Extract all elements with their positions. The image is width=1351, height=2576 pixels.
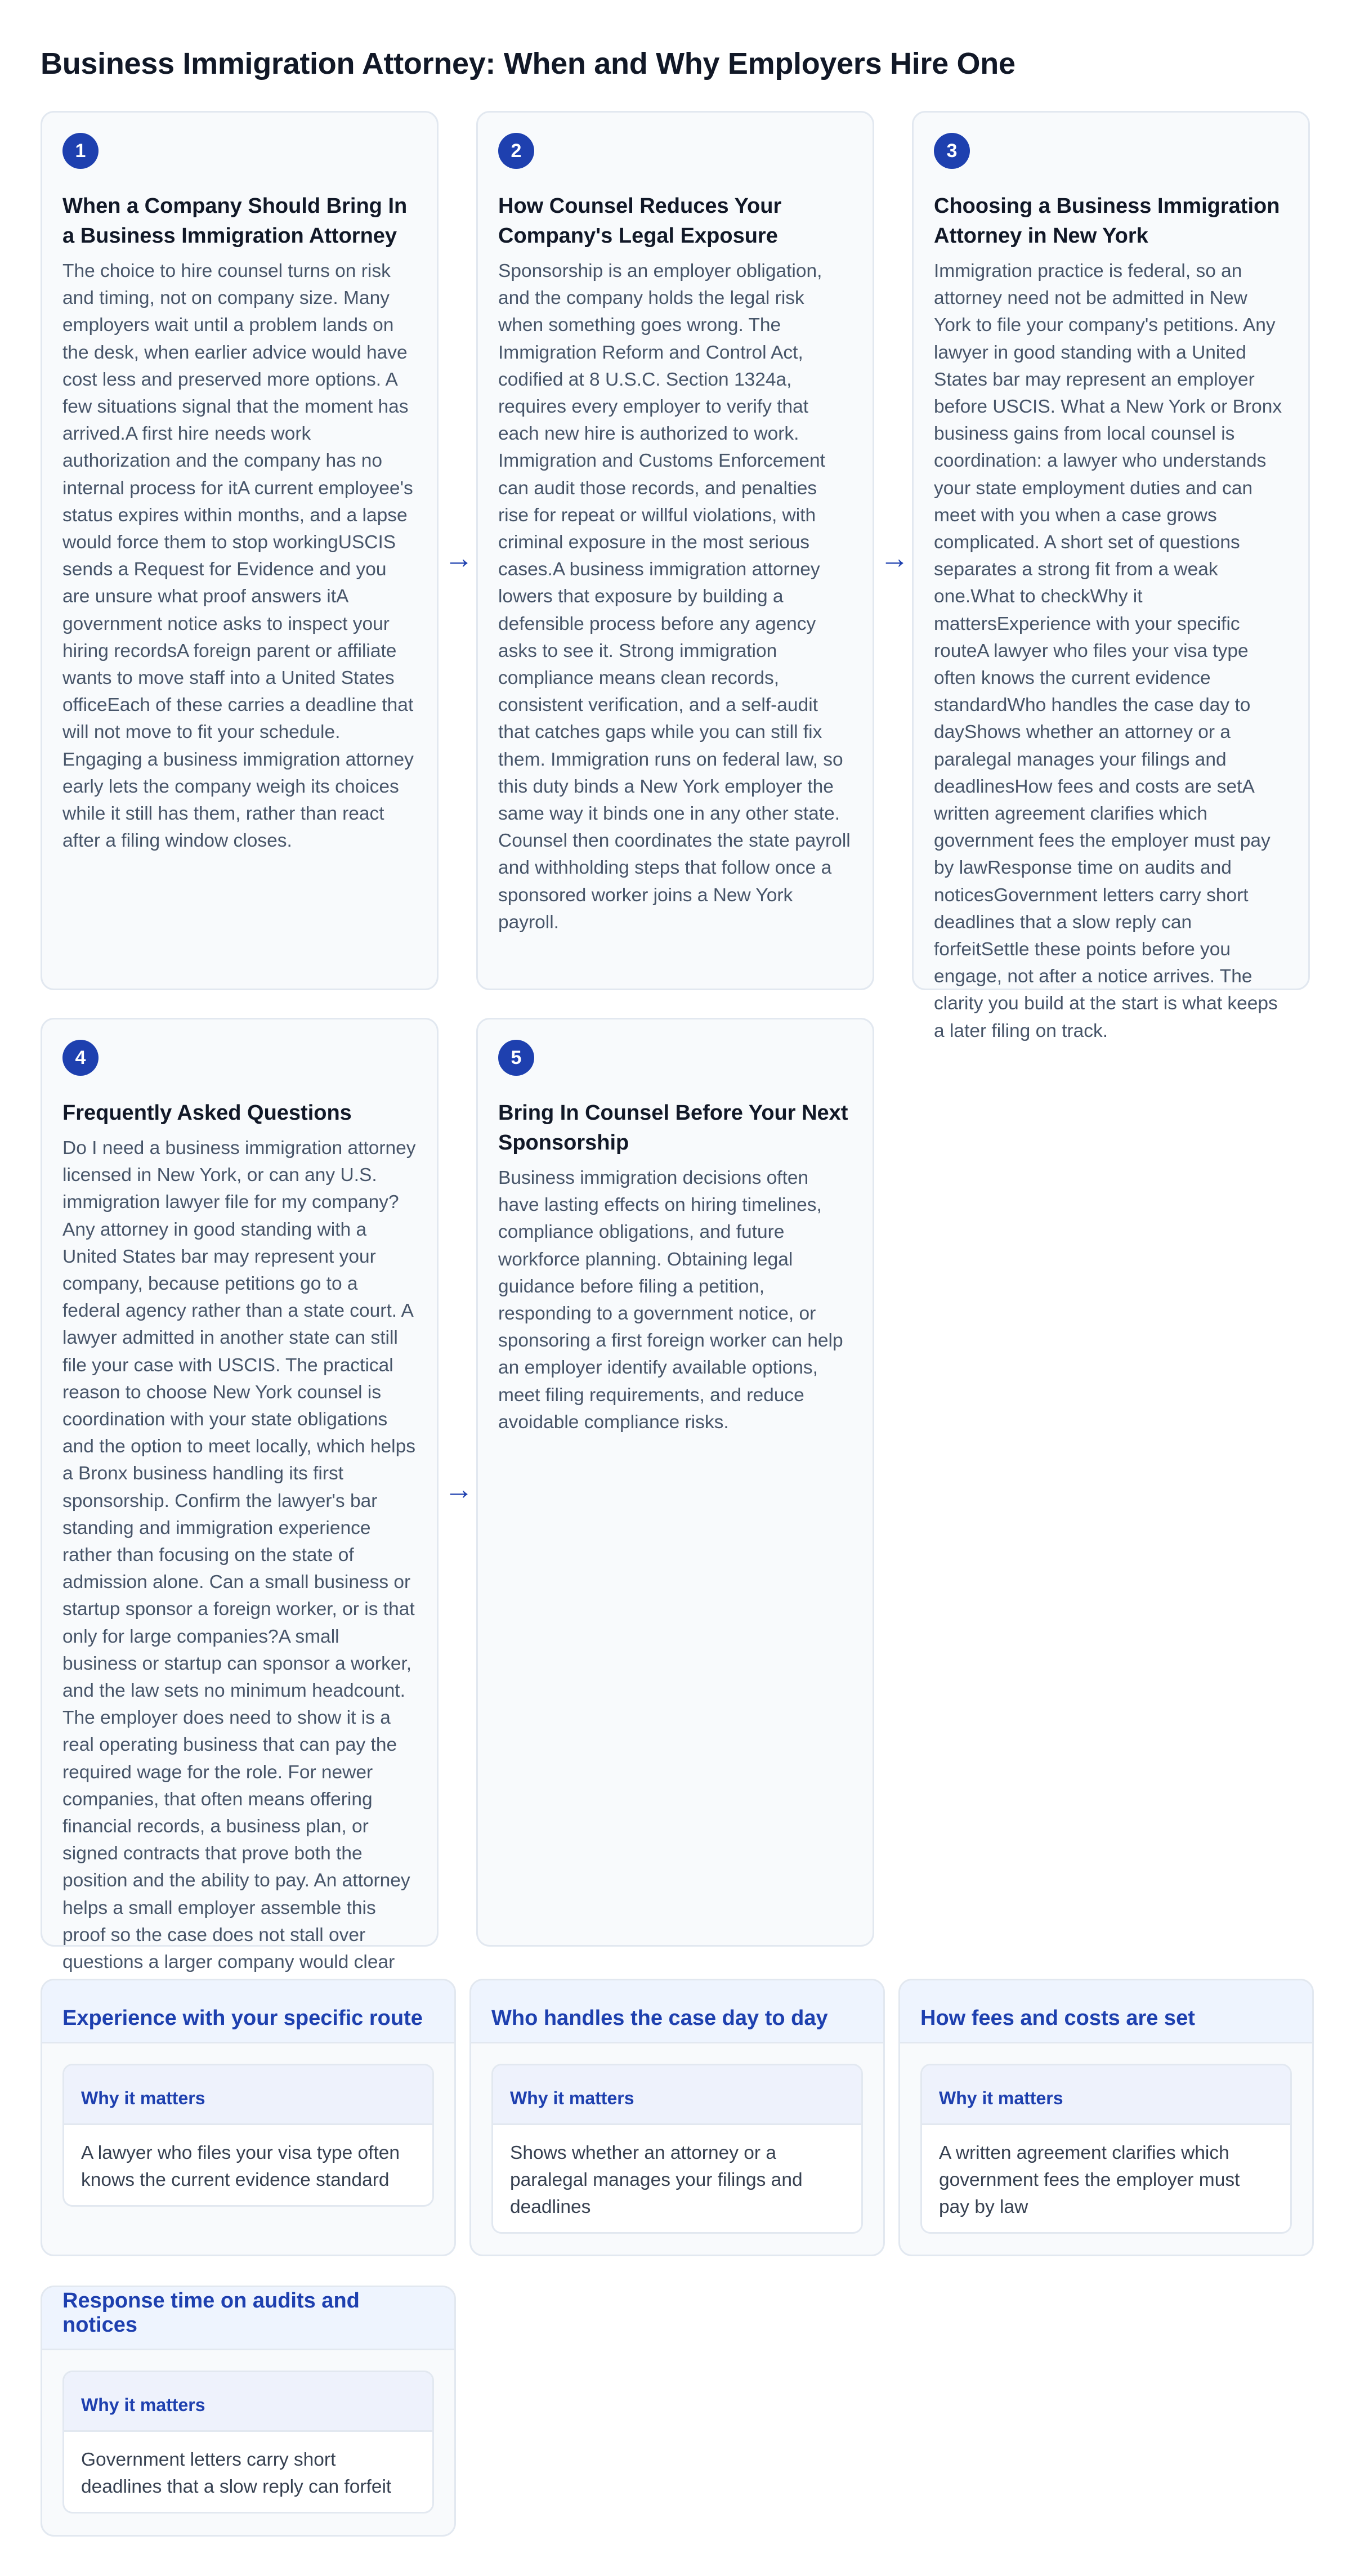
check-card-response-time xyxy=(41,2286,456,2537)
step-body: Do I need a business immigration attorney licensed in New York, or can any U.S. immigration lawyer file for my company?Any attorney in good standing with a United States bar may represent your company, because petitions go to a federal agency rather than a state court. A lawyer admitted in another state can still file your case with USCIS. The practical reason to choose New York counsel is coordination with your state obligations and the option to meet locally, which helps a Bronx business handling its first sponsorship. Confirm the lawyer's bar standing and immigration experience rather than focusing on the state of admission alone. Can a small business or startup sponsor a foreign worker, or is that only for large companies?A small business or startup can sponsor a worker, and the law sets no minimum headcount. The employer does need to show it is a real operating business that can pay the required wage for the role. For newer companies, that often means offering financial records, a business plan, or signed contracts that prove both the position and the ability to pay. An attorney helps a small employer assemble this proof so the case does not stall over questions a larger company would clear xyxy=(62,1138,416,1973)
step-title: How Counsel Reduces Your Company's Legal Exposure xyxy=(498,194,782,248)
step-body: Business immigration decisions often have lasting effects on hiring timelines, compliance obligations, and future workforce planning. Obtaining legal guidance before filing a petition, responding to a government notice, or sponsoring a first foreign worker can help an employer identify available options, meet filing requirements, and reduce avoidable compliance risks. xyxy=(498,1168,843,1433)
arrow-right-icon: → xyxy=(444,1473,473,1506)
step-title: Bring In Counsel Before Your Next Sponsorship xyxy=(498,1101,848,1155)
check-card-title: Experience with your specific route xyxy=(42,1980,454,2043)
step-card-5 xyxy=(476,1018,874,1947)
step-card-4 xyxy=(41,1018,439,1973)
step-body: Sponsorship is an employer obligation, and the company holds the legal risk when something goes wrong. The Immigration Reform and Control Act, codified at 8 U.S.C. Section 1324a, requires every employer to verify that each new hire is authorized to work. Immigration and Customs Enforcement can audit those records, and penalties rise for repeat or willful violations, with criminal exposure in the most serious cases.A business immigration attorney lowers that exposure by building a defensible process before any agency asks to see it. Strong immigration compliance means clean records, consistent verification, and a self-audit that catches gaps while you can still fix them. Immigration runs on federal law, so this duty binds a New York employer the same way it binds one in any other state. Counsel then coordinates the state payroll and withholding steps that follow once a sponsored worker joins a New York payroll. xyxy=(498,261,851,933)
check-card-title: How fees and costs are set xyxy=(900,1980,1312,2043)
why-it-matters-box xyxy=(62,2064,434,2207)
step-number-badge: 2 xyxy=(498,133,534,169)
why-it-matters-label: Why it matters xyxy=(493,2065,861,2125)
step-body: The choice to hire counsel turns on risk and timing, not on company size. Many employers wait until a problem lands on the desk, when earlier advice would have cost less and preserved more options. A few situations signal that the moment has arrived.A first hire needs work authorization and the company has no internal process for itA current employee's status expires within months, and a lapse would force them to stop workingUSCIS sends a Request for Evidence and you are unsure what proof answers itA government notice asks to inspect your hiring recordsA foreign parent or affiliate wants to move staff into a United States officeEach of these carries a deadline that will not move to fit your schedule. Engaging a business immigration attorney early lets the company weigh its choices while it still has them, rather than react after a filing window closes. xyxy=(62,261,414,852)
why-it-matters-box xyxy=(491,2064,863,2234)
step-number-badge: 1 xyxy=(62,133,99,169)
step-body: Immigration practice is federal, so an attorney need not be admitted in New York to file your company's petitions. Any lawyer in good standing with a United States bar may represent an employer before USCIS. What a New York or Bronx business gains from local counsel is coordination: a lawyer who understands your state employment duties and can meet with you when a case grows complicated. A short set of questions separates a strong fit from a weak one.What to checkWhy it mattersExperience with your specific routeA lawyer who files your visa type often knows the current evidence standardWho handles the case day to dayShows whether an attorney or a paralegal manages your filings and deadlinesHow fees and costs are setA written agreement clarifies which government fees the employer must pay by lawResponse time on audits and noticesGovernment letters carry short deadlines that a slow reply can forfeitSettle these points before you engage, not after a notice arrives. The clarity you build at the start is what keeps a later filing on track. xyxy=(934,261,1282,1041)
check-card-title: Who handles the case day to day xyxy=(471,1980,883,2043)
step-number-badge: 4 xyxy=(62,1040,99,1076)
why-it-matters-box xyxy=(62,2371,434,2514)
step-title: When a Company Should Bring In a Business Immigration Attorney xyxy=(62,194,408,248)
why-it-matters-text: Government letters carry short deadlines that a slow reply can forfeit xyxy=(81,2449,392,2497)
step-card-2 xyxy=(476,111,874,990)
why-it-matters-text: Shows whether an attorney or a paralegal manages your filings and deadlines xyxy=(510,2143,803,2217)
arrow-right-icon: → xyxy=(444,542,473,575)
why-it-matters-box xyxy=(920,2064,1292,2234)
check-card-fees xyxy=(898,1979,1314,2256)
step-title: Frequently Asked Questions xyxy=(62,1101,352,1125)
page-title: Business Immigration Attorney: When and Why Employers Hire One xyxy=(41,47,1016,80)
step-card-1 xyxy=(41,111,439,990)
why-it-matters-label: Why it matters xyxy=(64,2372,432,2432)
step-number-badge: 5 xyxy=(498,1040,534,1076)
step-number-badge: 3 xyxy=(934,133,970,169)
why-it-matters-text: A lawyer who files your visa type often knows the current evidence standard xyxy=(81,2143,400,2190)
check-card-case-handler xyxy=(469,1979,885,2256)
check-card-title: Response time on audits and notices xyxy=(42,2287,454,2350)
step-card-3 xyxy=(912,111,1310,1041)
step-title: Choosing a Business Immigration Attorney in New York xyxy=(934,194,1280,248)
why-it-matters-text: A written agreement clarifies which government fees the employer must pay by law xyxy=(939,2143,1240,2217)
arrow-right-icon: → xyxy=(880,542,909,575)
why-it-matters-label: Why it matters xyxy=(64,2065,432,2125)
check-card-experience xyxy=(41,1979,456,2256)
why-it-matters-label: Why it matters xyxy=(922,2065,1290,2125)
